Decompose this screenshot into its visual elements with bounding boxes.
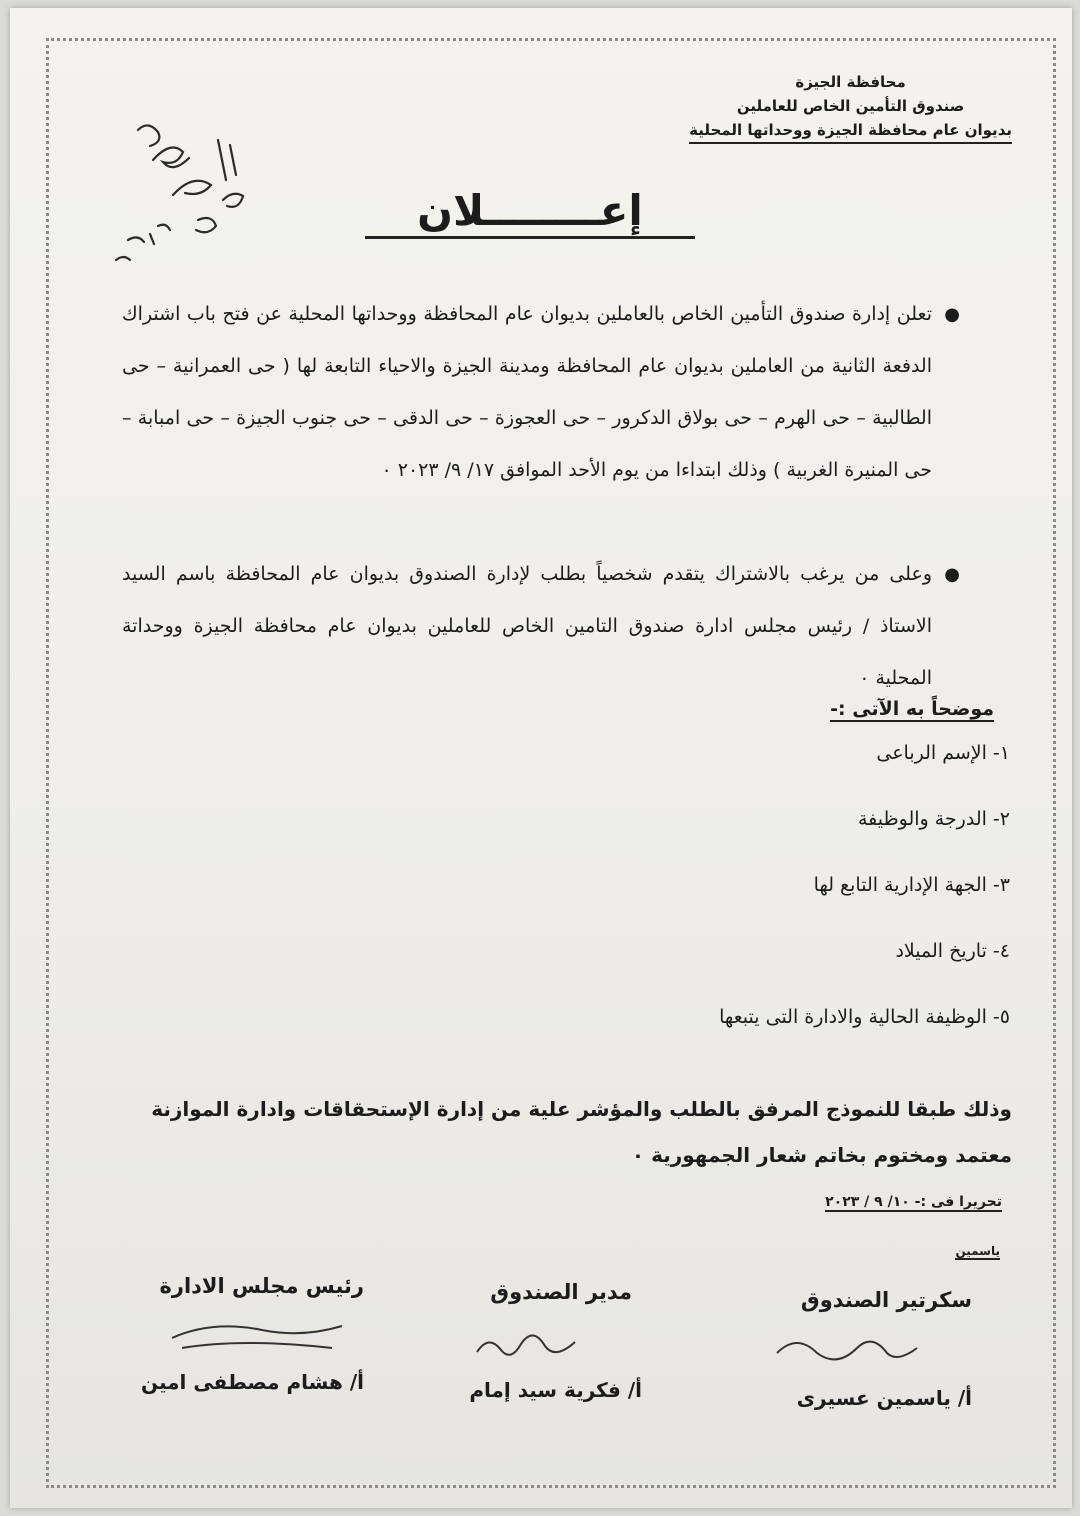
letterhead-governorate: محافظة الجيزة: [795, 73, 906, 91]
issue-date: تحريرا فى :- ١٠/ ٩ / ٢٠٢٣: [825, 1194, 1002, 1210]
bullet-icon: ●: [944, 564, 960, 585]
signature-manager: [472, 1324, 582, 1370]
requirement-item: ٣- الجهة الإدارية التابع لها: [813, 874, 1010, 896]
signatory-name-chairman: أ/ هشام مصطفى امين: [140, 1370, 364, 1394]
requirement-item: ٤- تاريخ الميلاد: [895, 940, 1010, 962]
bullet-icon: ●: [944, 304, 960, 325]
signatory-name-manager: أ/ فكرية سيد إمام: [469, 1378, 642, 1402]
initials: ياسمين: [955, 1244, 1000, 1258]
requirement-item: ٢- الدرجة والوظيفة: [857, 808, 1010, 830]
letterhead-fund: صندوق التأمين الخاص للعاملين: [736, 97, 965, 115]
paragraph-announcement: تعلن إدارة صندوق التأمين الخاص بالعاملين بديوان عام المحافظة ووحداتها المحلية عن فتح باب اشتراك الدفعة الثانية من العاملين بديوان عام المحافظة ومدينة الجيزة والاحياء التابعة لها ( حى العمرانية – حى الطالبية – حى الهرم – حى بولاق الدكرور – حى العجوزة – حى الدقى – حى جنوب الجيزة – حى امبابة – حى المنيرة الغربية ) وذلك ابتداءا من يوم الأحد الموافق ١٧/ ٩/ ٢٠٢٣ ٠: [122, 303, 932, 481]
signature-title-secretary: سكرتير الصندوق: [800, 1288, 972, 1312]
paragraph-application: وعلى من يرغب بالاشتراك يتقدم شخصياً بطلب لإدارة الصندوق بديوان عام المحافظة باسم السيد الاستاذ / رئيس مجلس ادارة صندوق التامين الخاص للعاملين بديوان عام محافظة الجيزة ووحداتة المحلية ٠: [122, 563, 932, 689]
signatory-name-secretary: أ/ ياسمين عسيرى: [796, 1386, 972, 1410]
closing-paragraph: وذلك طبقا للنموذج المرفق بالطلب والمؤشر علية من إدارة الإستحقاقات وادارة الموازنة معتمد ومختوم بخاتم شعار الجمهورية ٠: [151, 1097, 1012, 1167]
requirement-item: ٥- الوظيفة الحالية والادارة التى يتبعها: [719, 1006, 1010, 1028]
announcement-title: إعــــــــلان: [365, 186, 695, 239]
letterhead: [689, 70, 1012, 144]
requirement-item: ١- الإسم الرباعى: [876, 742, 1010, 764]
letterhead-department: بديوان عام محافظة الجيزة ووحداتها المحلية: [689, 118, 1012, 144]
signature-secretary: [772, 1328, 922, 1374]
requirements-heading: موضحاً به الآتى :-: [830, 698, 994, 720]
signature-title-manager: مدير الصندوق: [490, 1280, 632, 1304]
signature-chairman: [162, 1308, 352, 1364]
handwritten-note-scribble: [98, 100, 258, 270]
signature-title-chairman: رئيس مجلس الادارة: [159, 1274, 364, 1298]
document-page: [10, 8, 1072, 1508]
